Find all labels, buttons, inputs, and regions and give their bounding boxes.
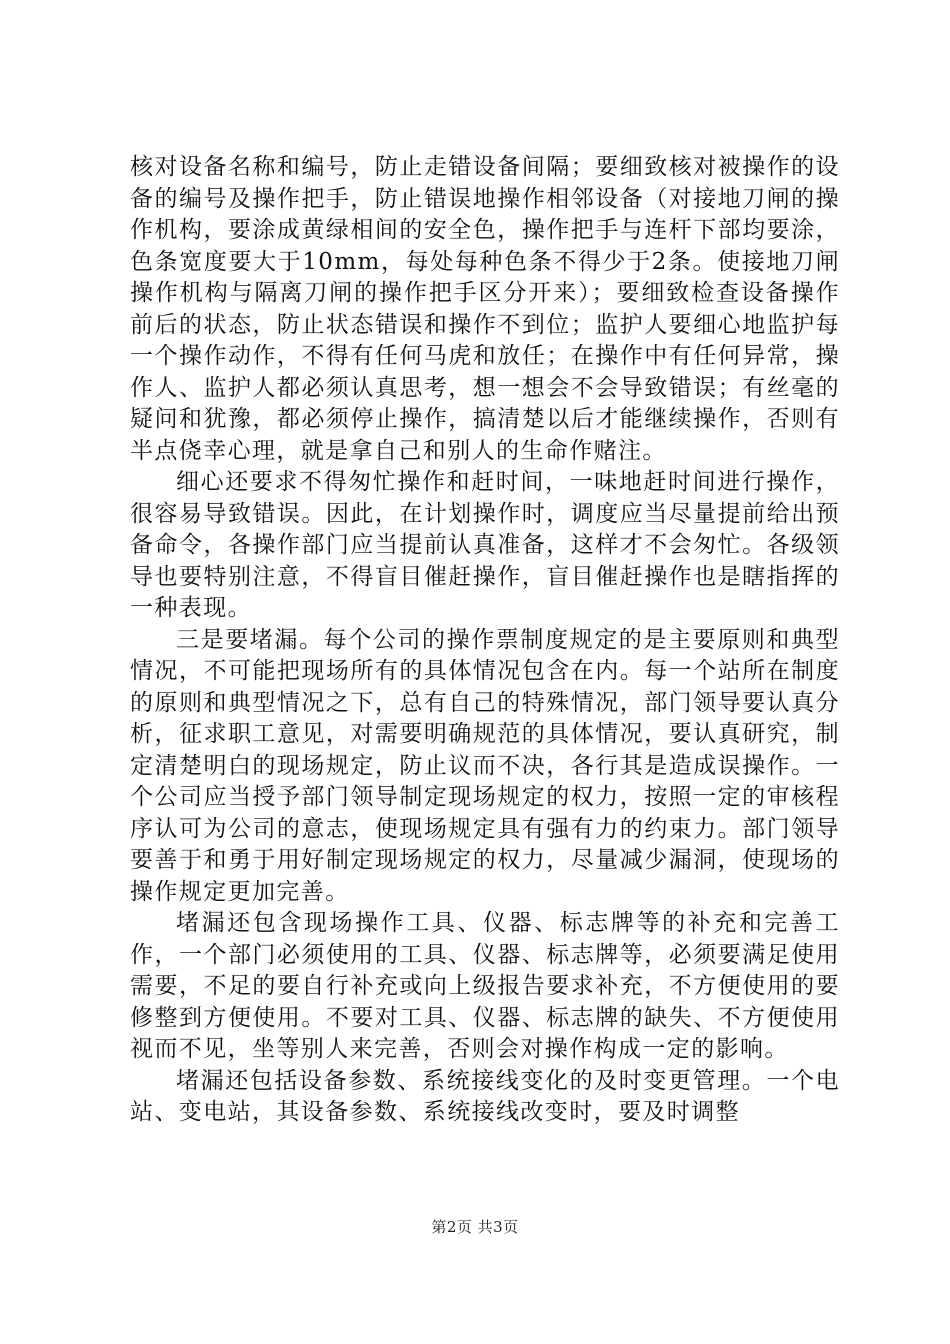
paragraph-4: 堵漏还包含现场操作工具、仪器、标志牌等的补充和完善工作，一个部门必须使用的工具、仪器、标志牌等，必须要满足使用需要，不足的要自行补充或向上级报告要求补充，不方便使用的要修整到方便使用。不要对工具、仪器、标志牌的缺失、不方便使用视而不见，坐等别人来完善，否则会对操作构成一定的影响。 xyxy=(130,910,840,1062)
paragraph-3: 三是要堵漏。每个公司的操作票制度规定的是主要原则和典型情况，不可能把现场所有的具体情况包含在内。每一个站所在制度的原则和典型情况之下，总有自己的特殊情况，部门领导要认真分析，征求职工意见，对需要明确规范的具体情况，要认真研究，制定清楚明白的现场规定，防止议而不决，各行其是造成误操作。一个公司应当授予部门领导制定现场规定的权力，按照一定的审核程序认可为公司的意志，使现场规定具有强有力的约束力。部门领导要善于和勇于用好制定现场规定的权力，尽量减少漏洞，使现场的操作规定更加完善。 xyxy=(130,626,840,905)
document-body xyxy=(130,152,840,1129)
paragraph-1: 核对设备名称和编号，防止走错设备间隔；要细致核对被操作的设备的编号及操作把手，防止错误地操作相邻设备（对接地刀闸的操作机构，要涂成黄绿相间的安全色，操作把手与连杆下部均要涂，色条宽度要大于10mm，每处每种色条不得少于2条。使接地刀闸操作机构与隔离刀闸的操作把手区分开来）；要细致检查设备操作前后的状态，防止状态错误和操作不到位；监护人要细心地监护每一个操作动作，不得有任何马虎和放任；在操作中有任何异常，操作人、监护人都必须认真思考，想一想会不会导致错误；有丝毫的疑问和犹豫，都必须停止操作，搞清楚以后才能继续操作，否则有半点侥幸心理，就是拿自己和别人的生命作赌注。 xyxy=(130,154,840,464)
paragraph-2: 细心还要求不得匆忙操作和赶时间，一味地赶时间进行操作，很容易导致错误。因此，在计划操作时，调度应当尽量提前给出预备命令，各操作部门应当提前认真准备，这样才不会匆忙。各级领导也要特别注意，不得盲目催赶操作，盲目催赶操作也是瞎指挥的一种表现。 xyxy=(130,469,840,621)
paragraph-5: 堵漏还包括设备参数、系统接线变化的及时变更管理。一个电站、变电站，其设备参数、系统接线改变时，要及时调整 xyxy=(130,1067,840,1125)
page-footer: 第2页 共3页 xyxy=(431,1218,519,1236)
